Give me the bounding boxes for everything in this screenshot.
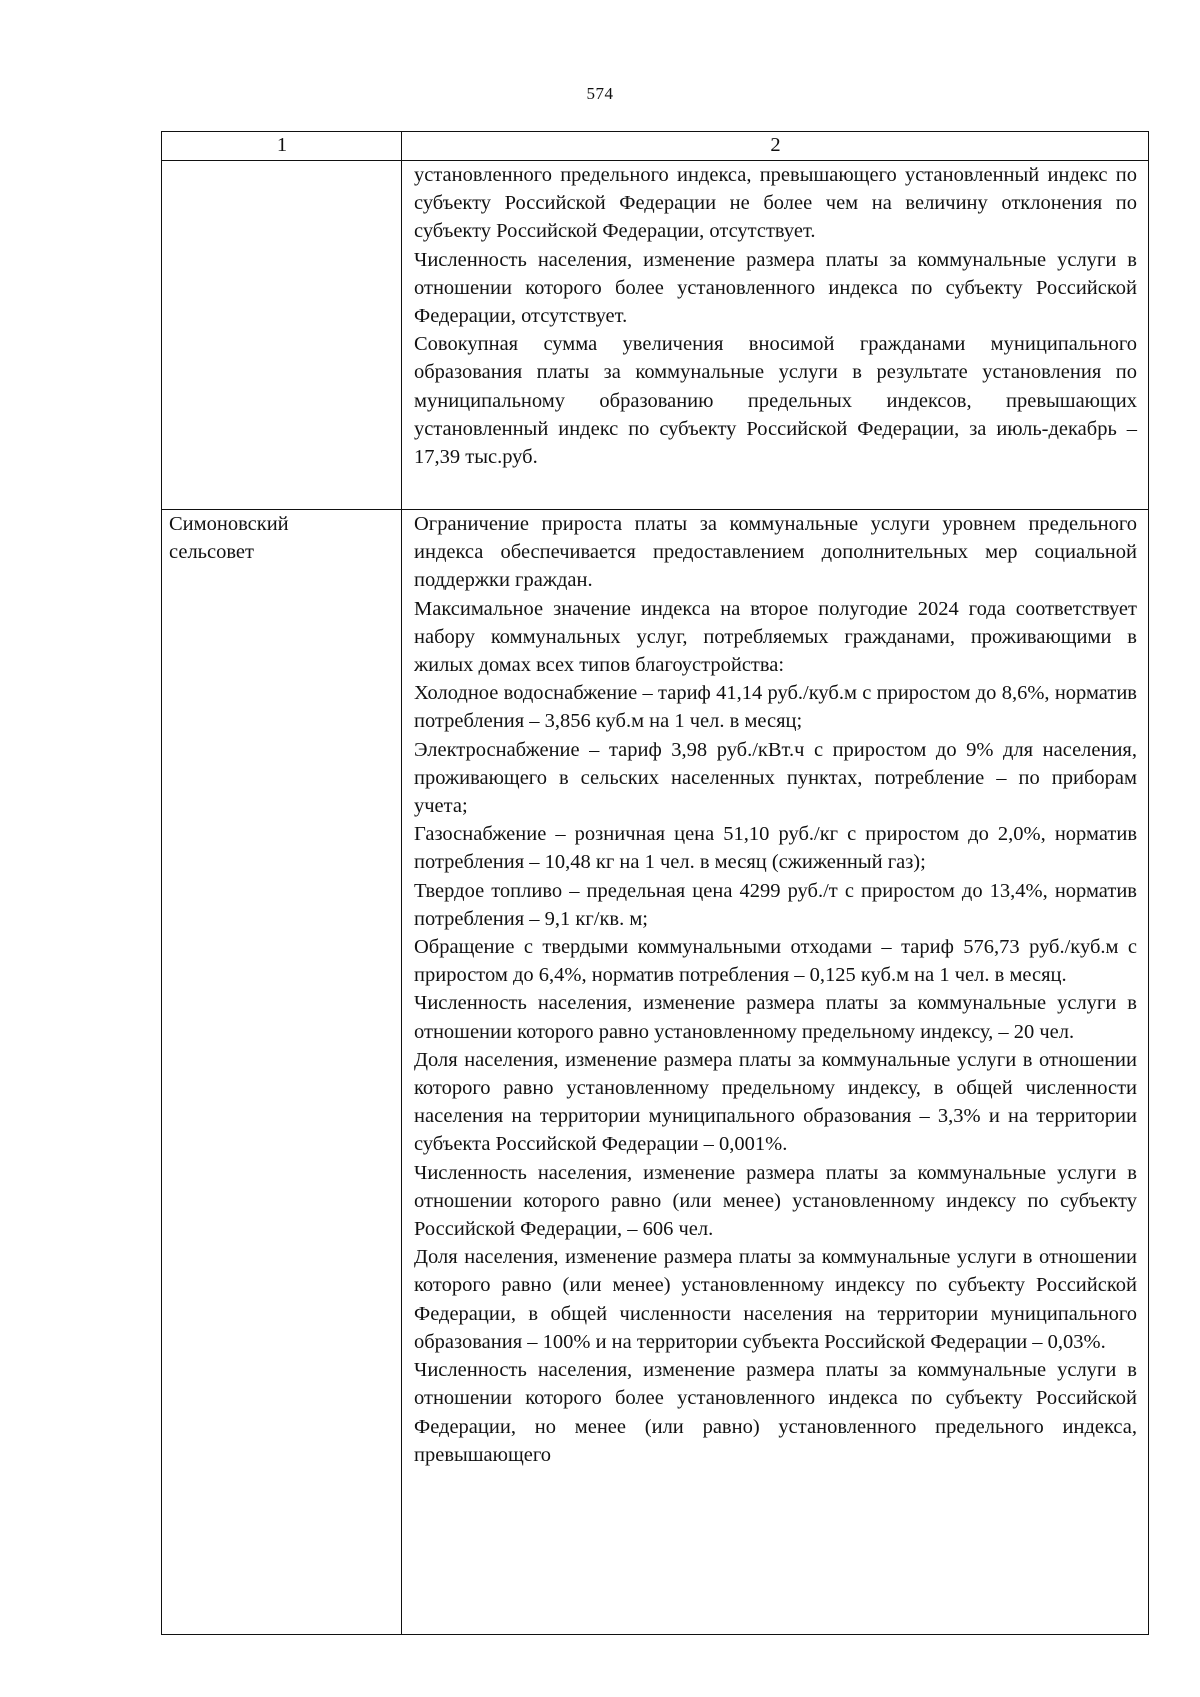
table-header-row — [162, 132, 1149, 161]
municipality-cell — [162, 161, 402, 510]
description-cell — [402, 161, 1149, 510]
table-row — [162, 510, 1149, 1635]
paragraph: установленного предельного индекса, превышающего установленный индекс по субъекту Российской Федерации не более чем на величину отклонения по субъекту Российской Федерации, отсутствует. — [414, 164, 1137, 243]
municipality-name-line1: Симоновский — [169, 513, 289, 535]
paragraph: Электроснабжение – тариф 3,98 руб./кВт.ч с приростом до 9% для населения, проживающего в сельских населенных пунктах, потребление – по приборам учета; — [414, 738, 1137, 818]
paragraph: Численность населения, изменение размера платы за коммунальные услуги в отношении которого более установленного индекса по субъекту Российской Федерации, отсутствует. — [414, 248, 1137, 328]
paragraph: Численность населения, изменение размера платы за коммунальные услуги в отношении которого равно (или менее) установленному индексу по субъекту Российской Федерации, – 606 чел. — [414, 1161, 1137, 1241]
column-header-2: 2 — [402, 132, 1149, 161]
paragraph: Обращение с твердыми коммунальными отходами – тариф 576,73 руб./куб.м с приростом до 6,4%, норматив потребления – 0,125 куб.м на 1 чел. в месяц. — [414, 936, 1137, 987]
table-row — [162, 161, 1149, 510]
paragraph: Численность населения, изменение размера платы за коммунальные услуги в отношении которого равно установленному предельному индексу, – 20 чел. — [414, 992, 1137, 1043]
paragraph: Доля населения, изменение размера платы за коммунальные услуги в отношении которого равно (или менее) установленному индексу по субъекту Российской Федерации, в общей численности населения на территории муниципального образования – 100% и на территории субъекта Российской Федерации – 0,03%. — [414, 1246, 1137, 1353]
municipality-name-line2: сельсовет — [169, 541, 254, 564]
paragraph: Численность населения, изменение размера платы за коммунальные услуги в отношении которого более установленного индекса по субъекту Российской Федерации, но менее (или равно) установленного предельного индекса, превышающего — [414, 1359, 1137, 1466]
paragraph: Совокупная сумма увеличения вносимой гражданами муниципального образования платы за коммунальные услуги в результате установления по муниципальному образованию предельных индексов, превышающих установленный индекс по субъекту Российской Федерации, за июль-декабрь – 17,39 тыс.руб. — [414, 333, 1137, 469]
paragraph: Доля населения, изменение размера платы за коммунальные услуги в отношении которого равно установленному предельному индексу, в общей численности населения на территории муниципального образования – 3,3% и на территории субъекта Российской Федерации – 0,001%. — [414, 1048, 1137, 1156]
description-cell — [402, 510, 1149, 1635]
page-number: 574 — [586, 84, 614, 103]
municipality-cell — [162, 510, 402, 1635]
paragraph: Ограничение прироста платы за коммунальные услуги уровнем предельного индекса обеспечивается предоставлением дополнительных мер социальной поддержки граждан. — [414, 513, 1137, 592]
document-table — [161, 131, 1149, 1635]
paragraph: Твердое топливо – предельная цена 4299 руб./т с приростом до 13,4%, норматив потребления – 9,1 кг/кв. м; — [414, 879, 1137, 930]
paragraph: Газоснабжение – розничная цена 51,10 руб./кг с приростом до 2,0%, норматив потребления – 10,48 кг на 1 чел. в месяц (сжиженный газ); — [414, 823, 1137, 874]
paragraph: Холодное водоснабжение – тариф 41,14 руб./куб.м с приростом до 8,6%, норматив потребления – 3,856 куб.м на 1 чел. в месяц; — [414, 682, 1137, 733]
column-header-1: 1 — [162, 132, 402, 161]
paragraph: Максимальное значение индекса на второе полугодие 2024 года соответствует набору коммунальных услуг, потребляемых гражданами, проживающими в жилых домах всех типов благоустройства: — [414, 597, 1137, 677]
